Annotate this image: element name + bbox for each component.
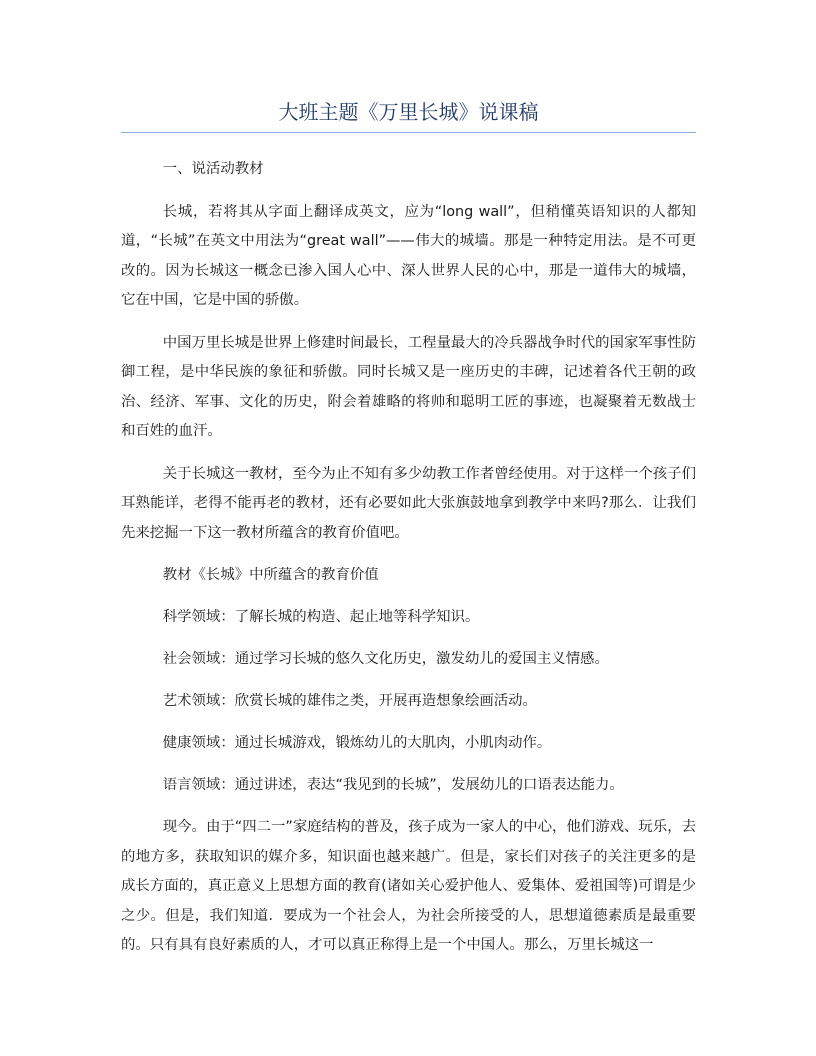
domain-item-health: 健康领域：通过长城游戏，锻炼幼儿的大肌肉，小肌肉动作。 <box>162 735 552 751</box>
domain-item-science: 科学领域：了解长城的构造、起止地等科学知识。 <box>162 609 480 625</box>
section-heading: 一、说活动教材 <box>162 161 264 177</box>
paragraph: 中国万里长城是世界上修建时间最长，工程量最大的冷兵器战争时代的国家军事性防御工程，是中华民族的象征和骄傲。同时长城又是一座历史的丰碑，记述着各代王朝的政治、经济、军事、文化的历史，附会着雄略的将帅和聪明工匠的事迹，也凝聚着无数战士和百姓的血汗。 <box>121 334 696 439</box>
paragraph: 长城，若将其从字面上翻译成英文，应为“long wall”，但稍懂英语知识的人都知道，“长城”在英文中用法为“great wall”——伟大的城墙。那是一种特定用法。是不可更改的。因为长城这一概念已渗入国人心中、深人世界人民的心中，那是一道伟大的城墙，它在中国，它是中国的骄傲。 <box>121 203 696 308</box>
domain-item-art: 艺术领域：欣赏长城的雄伟之类，开展再造想象绘画活动。 <box>162 693 537 709</box>
document-title: 大班主题《万里长城》说课稿 <box>278 100 539 124</box>
values-heading: 教材《长城》中所蕴含的教育价值 <box>162 567 379 583</box>
closing-paragraph: 现今。由于“四二一”家庭结构的普及，孩子成为一家人的中心，他们游戏、玩乐，去的地方多，获取知识的媒介多，知识面也越来越广。但是，家长们对孩子的关注更多的是成长方面的，真正意义上思想方面的教育(诸如关心爱护他人、爱集体、爱祖国等)可谓是少之少。但是，我们知道．要成为一个社会人，为社会所接受的人，思想道德素质是最重要的。只有具有良好素质的人，才可以真正称得上是一个中国人。那么，万里长城这一 <box>121 819 696 953</box>
paragraph: 关于长城这一教材，至今为止不知有多少幼教工作者曾经使用。对于这样一个孩子们耳熟能详，老得不能再老的教材，还有必要如此大张旗鼓地拿到教学中来吗?那么．让我们先来挖掘一下这一教材所蕴含的教育价值吧。 <box>121 465 696 541</box>
title-underline <box>121 132 696 133</box>
document-body <box>121 155 696 974</box>
document-page <box>121 0 696 1056</box>
domain-item-language: 语言领域：通过讲述，表达“我见到的长城”，发展幼儿的口语表达能力。 <box>162 777 624 793</box>
domain-item-society: 社会领域：通过学习长城的悠久文化历史，激发幼儿的爱国主义情感。 <box>162 651 609 667</box>
